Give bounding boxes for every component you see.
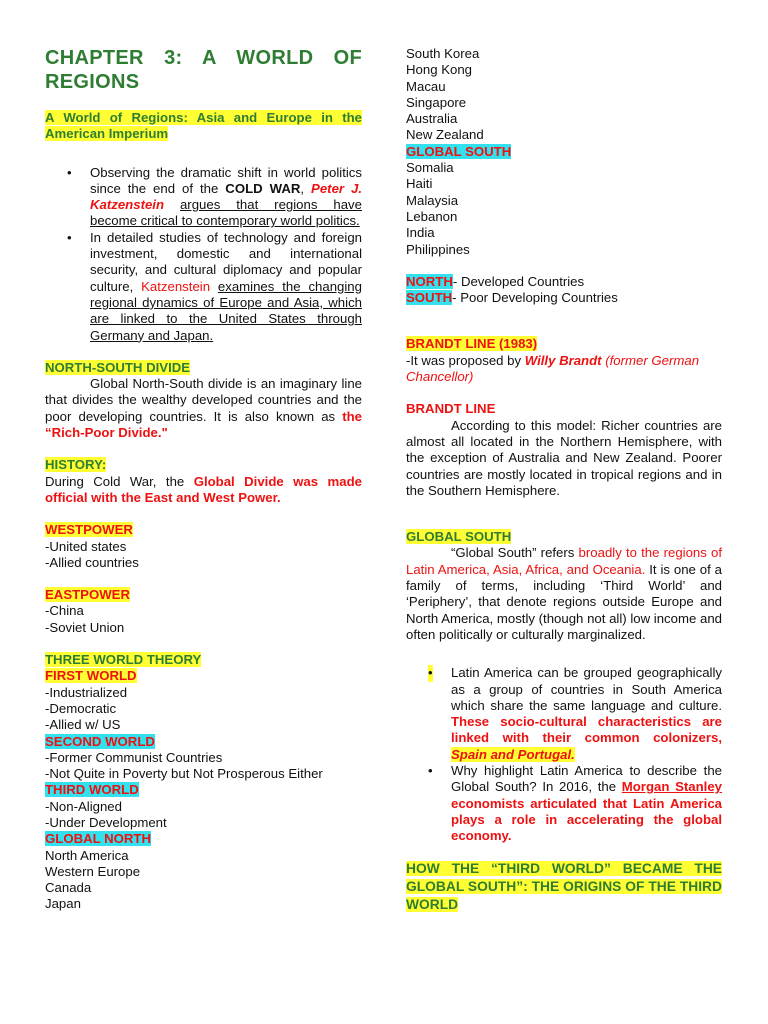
brandt-body: -It was proposed by Willy Brandt (former German Chancellor) [406, 352, 700, 385]
list-item: Hong Kong [406, 62, 472, 78]
list-item: • Latin America can be grouped geographically as a group of countries in South America which share the same language and culture. These socio-cultural characteristics are linked with their common colonizers, Spain and Portugal. [428, 665, 722, 762]
list-item: Canada [45, 880, 92, 896]
list-item: South Korea [406, 46, 480, 61]
second-world-heading: SECOND WORLD [45, 733, 155, 749]
list-item: -Allied countries [45, 554, 139, 570]
list-item: Australia [406, 111, 458, 127]
left-column [45, 46, 362, 913]
list-item: • In detailed studies of technology and foreign investment, domestic and international security, and cultural diplomacy and popular culture, Katzenstein examines the changing regional dynamics of Europe and Asia, which are linked to the United States through Germany and Japan. [67, 229, 362, 343]
list-item: -Former Communist Countries [45, 749, 223, 765]
list-item: -United states [45, 538, 127, 554]
list-item: -Not Quite in Poverty but Not Prosperous Either [45, 766, 323, 782]
bullet-icon: • [428, 762, 433, 778]
first-world-heading: FIRST WORLD [45, 668, 137, 684]
ns-heading: NORTH-SOUTH DIVIDE [45, 359, 191, 375]
brandt-heading: BRANDT LINE (1983) [406, 336, 538, 352]
list-item: -Democratic [45, 700, 117, 716]
list-item: Macau [406, 78, 446, 94]
global-north-heading: GLOBAL NORTH [45, 831, 151, 847]
right-column [406, 46, 722, 914]
list-item: Singapore [406, 94, 467, 110]
list-item: -Non-Aligned [45, 798, 122, 814]
brandt-line-body: According to this model: Richer countries are almost all located in the Northern Hemisphere, with the exception of Australia and New Zealand. Poorer countries are mostly located in tropical regions and in the Southern Hemisphere. [406, 417, 722, 498]
list-item: Japan [45, 896, 81, 912]
list-item: Lebanon [406, 208, 458, 224]
history-body: During Cold War, the Global Divide was made official with the East and West Power. [45, 473, 362, 505]
history-heading: HISTORY: [45, 457, 107, 473]
list-item: • Why highlight Latin America to describe the Global South? In 2016, the Morgan Stanley economists articulated that Latin America plays a role in accelerating the global economy. [428, 762, 722, 844]
list-item: -Soviet Union [45, 619, 125, 635]
bullet-icon: • [67, 164, 72, 180]
list-item: -China [45, 603, 84, 619]
list-item: New Zealand [406, 127, 484, 143]
global-south-heading: GLOBAL SOUTH [406, 143, 512, 159]
latam-bullets [406, 665, 722, 844]
bullet-icon: • [67, 229, 72, 245]
three-world-heading: THREE WORLD THEORY [45, 652, 202, 668]
brandt-line-heading: BRANDT LINE [406, 401, 496, 417]
list-item: Western Europe [45, 863, 141, 879]
final-heading: HOW THE “THIRD WORLD” BECAME THE GLOBAL SOUTH”: THE ORIGINS OF THE THIRD WORLD [406, 861, 722, 913]
westpower-heading: WESTPOWER [45, 522, 133, 538]
list-item: North America [45, 847, 129, 863]
list-item: India [406, 225, 435, 241]
list-item: Philippines [406, 241, 470, 257]
chapter-title: CHAPTER 3: A WORLD OF REGIONS [45, 47, 362, 93]
list-item: -Allied w/ US [45, 717, 121, 733]
eastpower-heading: EASTPOWER [45, 587, 130, 603]
global-south-2-heading: GLOBAL SOUTH [406, 529, 512, 545]
list-item: -Under Development [45, 814, 167, 830]
north-definition: NORTH- Developed Countries [406, 273, 585, 289]
bullet-icon: • [428, 665, 433, 681]
ns-body: Global North-South divide is an imaginary line that divides the wealthy developed countries and the poor developing countries. It is also known as the “Rich-Poor Divide." [45, 376, 362, 441]
list-item: -Industrialized [45, 684, 128, 700]
south-definition: SOUTH- Poor Developing Countries [406, 290, 618, 306]
list-item: Haiti [406, 176, 433, 192]
third-world-heading: THIRD WORLD [45, 782, 139, 798]
subtitle: A World of Regions: Asia and Europe in the American Imperium [45, 110, 362, 142]
global-south-2-body: “Global South” refers broadly to the regions of Latin America, Asia, Africa, and Oceania. It is one of a family of terms, including ‘Third World’ and ‘Periphery’, that denote regions outside Europe and North America, mostly (though not all) low income and often politically or culturally marginalized. [406, 545, 722, 642]
list-item: Malaysia [406, 192, 459, 208]
list-item: Somalia [406, 160, 454, 176]
list-item: • Observing the dramatic shift in world politics since the end of the COLD WAR, Peter J. Katzenstein argues that regions have become critical to contemporary world politics. [67, 164, 363, 229]
intro-bullets [45, 165, 362, 344]
